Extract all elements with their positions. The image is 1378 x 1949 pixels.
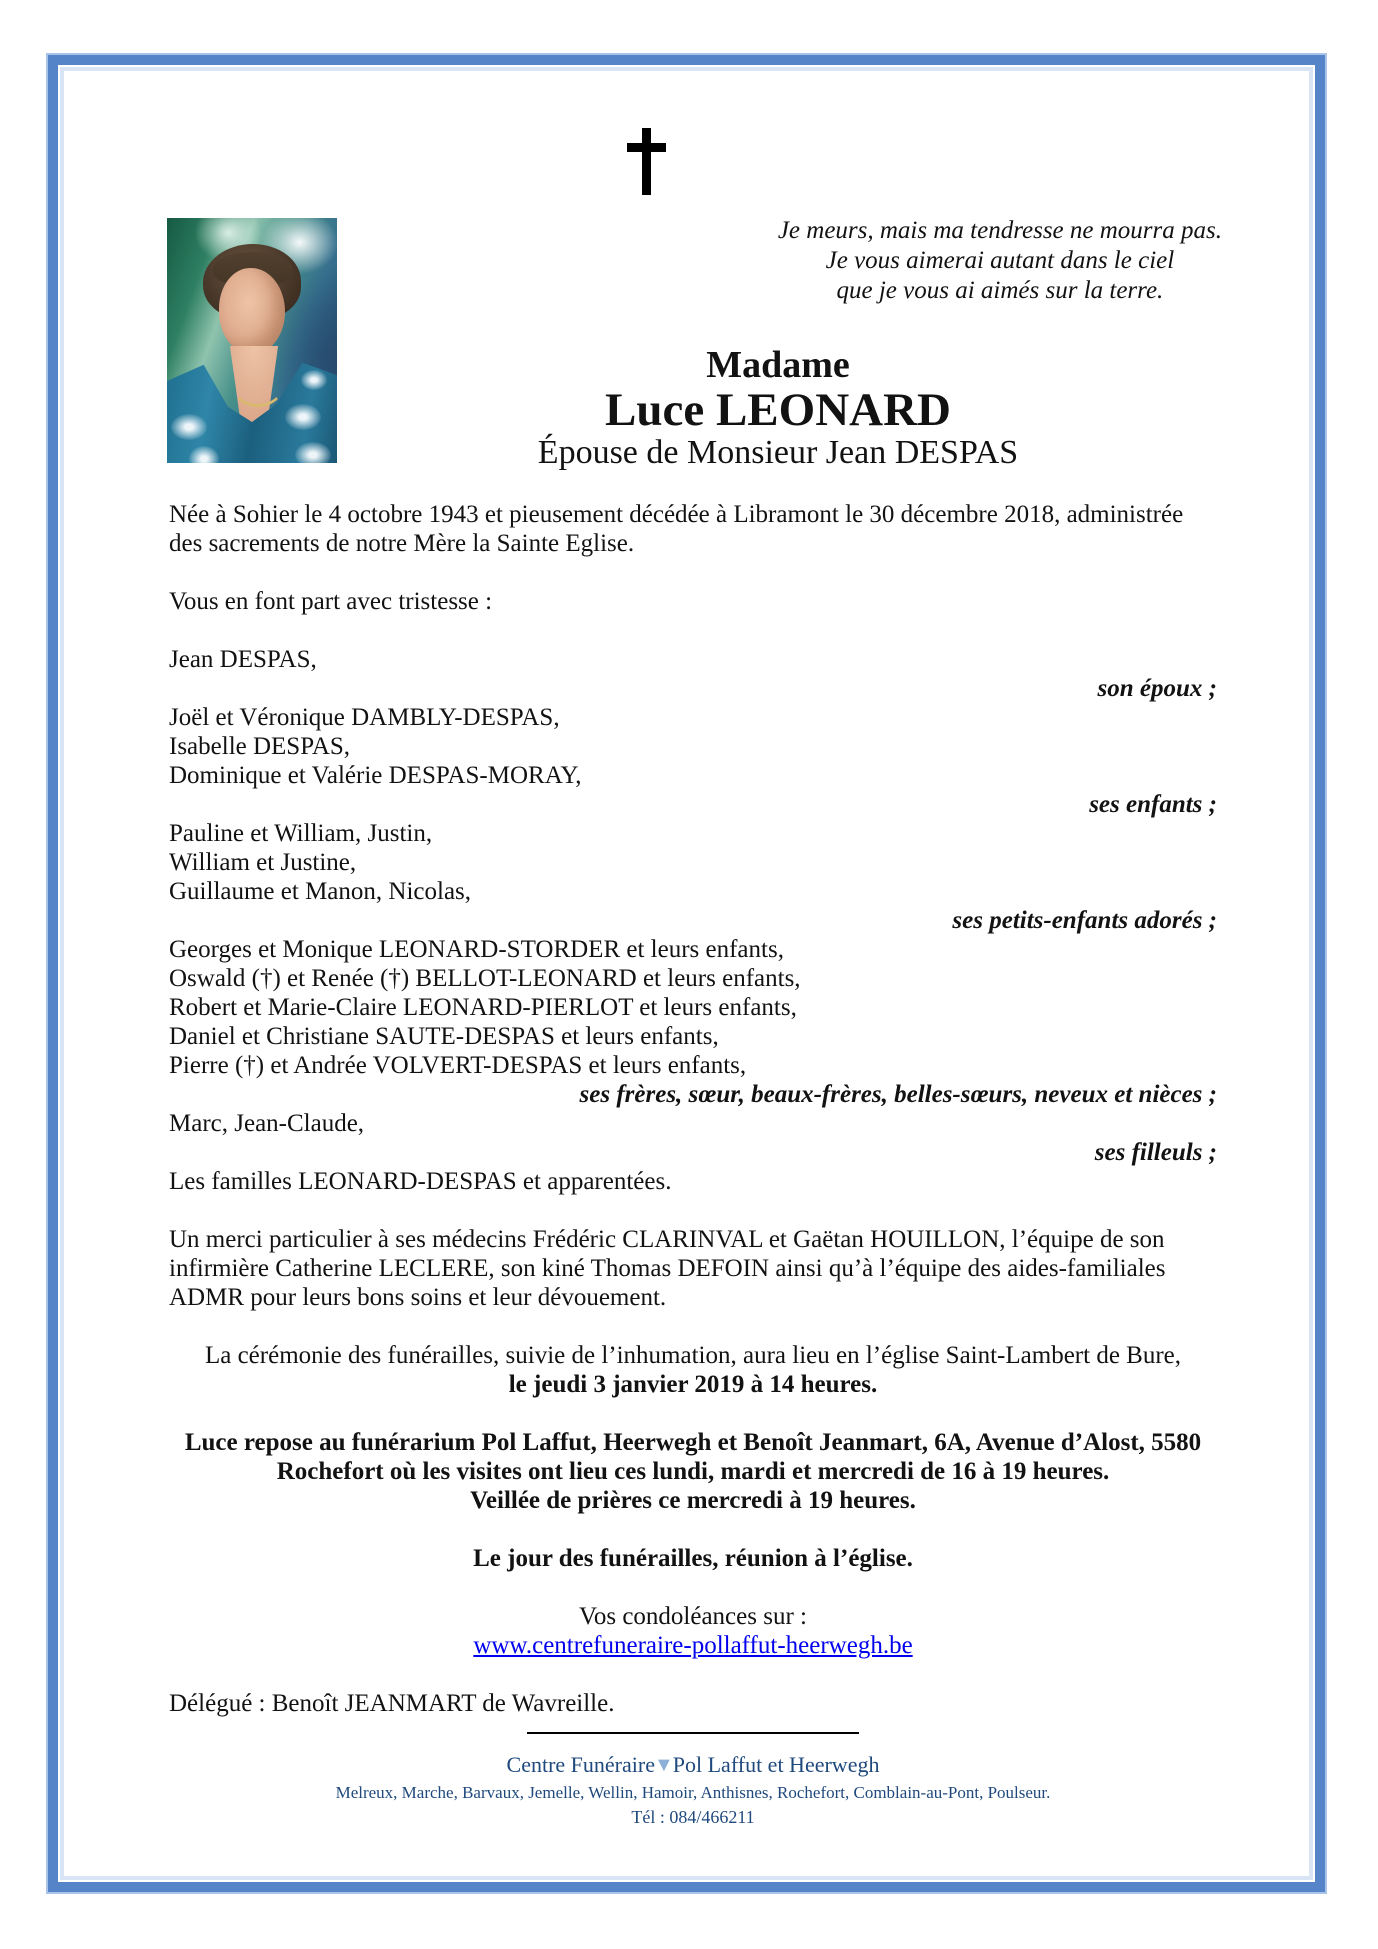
quote-line: Je vous aimerai autant dans le ciel — [825, 247, 1175, 274]
family-line: Les familles LEONARD-DESPAS et apparentées. — [169, 1168, 672, 1195]
family-line: Oswald (†) et Renée (†) BELLOT-LEONARD et leurs enfants, — [169, 965, 801, 992]
repose-line: Rochefort où les visites ont lieu ces lundi, mardi et mercredi de 16 à 19 heures. — [276, 1458, 1110, 1485]
family-line: Jean DESPAS, — [169, 646, 317, 673]
family-line: Daniel et Christiane SAUTE-DESPAS et leurs enfants, — [169, 1023, 719, 1050]
salutation: Madame — [706, 344, 850, 386]
relation-label: ses enfants ; — [1089, 791, 1217, 818]
relation-label: son époux ; — [1097, 675, 1217, 702]
ceremony-line: La cérémonie des funérailles, suivie de l’inhumation, aura lieu en l’église Saint-Lambert de Bure, — [204, 1342, 1182, 1369]
vigil-line: Veillée de prières ce mercredi à 19 heures. — [470, 1487, 916, 1514]
header — [169, 71, 1222, 500]
family-line: Robert et Marie-Claire LEONARD-PIERLOT et leurs enfants, — [169, 994, 797, 1021]
obituary-content — [64, 71, 1309, 1876]
page-frame — [46, 53, 1327, 1894]
separator-line — [527, 1732, 859, 1734]
thanks-line: infirmière Catherine LECLERE, son kiné Thomas DEFOIN ainsi qu’à l’équipe des aides-familiales — [169, 1255, 1166, 1282]
funeral-home-phone: Tél : 084/466211 — [631, 1807, 755, 1827]
deceased-name: Luce LEONARD — [605, 384, 951, 436]
frame-inner-line — [60, 67, 1313, 1880]
intro-line: Née à Sohier le 4 octobre 1943 et pieusement décédée à Libramont le 30 décembre 2018, administrée — [169, 501, 1184, 528]
condolences-link[interactable]: www.centrefuneraire-pollaffut-heerwegh.be — [473, 1632, 913, 1659]
quote-line: Je meurs, mais ma tendresse ne mourra pas. — [777, 217, 1222, 244]
funeral-home-footer — [169, 1750, 1217, 1830]
family-line: Guillaume et Manon, Nicolas, — [169, 878, 472, 905]
repose-line: Luce repose au funérarium Pol Laffut, Heerwegh et Benoît Jeanmart, 6A, Avenue d’Alost, 5580 — [184, 1429, 1202, 1456]
thanks-line: Un merci particulier à ses médecins Frédéric CLARINVAL et Gaëtan HOUILLON, l’équipe de son — [169, 1226, 1165, 1253]
cross-vertical-bar — [642, 128, 651, 195]
ceremony-date: le jeudi 3 janvier 2019 à 14 heures. — [508, 1371, 878, 1398]
funeral-home-cities: Melreux, Marche, Barvaux, Jemelle, Wellin, Hamoir, Anthisnes, Rochefort, Comblain-au-Pont, Poulseur. — [335, 1783, 1051, 1802]
relation-label: ses frères, sœur, beaux-frères, belles-sœurs, neveux et nièces ; — [579, 1081, 1217, 1108]
quote-line: que je vous ai aimés sur la terre. — [836, 277, 1164, 304]
spouse-subtitle: Épouse de Monsieur Jean DESPAS — [537, 434, 1019, 471]
cross-horizontal-bar — [627, 143, 666, 152]
intro-line: des sacrements de notre Mère la Sainte Eglise. — [169, 530, 635, 557]
funeral-home-name: Centre Funéraire▼Pol Laffut et Heerwegh — [506, 1752, 880, 1777]
family-line: William et Justine, — [169, 849, 357, 876]
family-line: Marc, Jean-Claude, — [169, 1110, 365, 1137]
family-line: Pierre (†) et Andrée VOLVERT-DESPAS et leurs enfants, — [169, 1052, 747, 1079]
condolences-label: Vos condoléances sur : — [579, 1603, 807, 1630]
memorial-quote — [778, 216, 1222, 306]
family-line: Pauline et William, Justin, — [169, 820, 433, 847]
thanks-line: ADMR pour leurs bons soins et leur dévouement. — [169, 1284, 667, 1311]
cross-icon — [627, 128, 666, 195]
frame-blue-band — [48, 55, 1325, 1892]
announcement: Vous en font part avec tristesse : — [169, 588, 493, 615]
family-line: Dominique et Valérie DESPAS-MORAY, — [169, 762, 582, 789]
family-line: Isabelle DESPAS, — [169, 733, 351, 760]
triangle-icon: ▼ — [653, 1754, 674, 1776]
deceased-title-block — [169, 343, 1217, 473]
family-list — [169, 645, 1217, 1196]
relation-label: ses filleuls ; — [1094, 1139, 1217, 1166]
family-line: Georges et Monique LEONARD-STORDER et leurs enfants, — [169, 936, 784, 963]
delegate-line: Délégué : Benoît JEANMART de Wavreille. — [169, 1690, 615, 1717]
relation-label: ses petits-enfants adorés ; — [952, 907, 1217, 934]
family-line: Joël et Véronique DAMBLY-DESPAS, — [169, 704, 560, 731]
reunion-line: Le jour des funérailles, réunion à l’église. — [473, 1545, 913, 1572]
photo-face — [219, 268, 285, 354]
